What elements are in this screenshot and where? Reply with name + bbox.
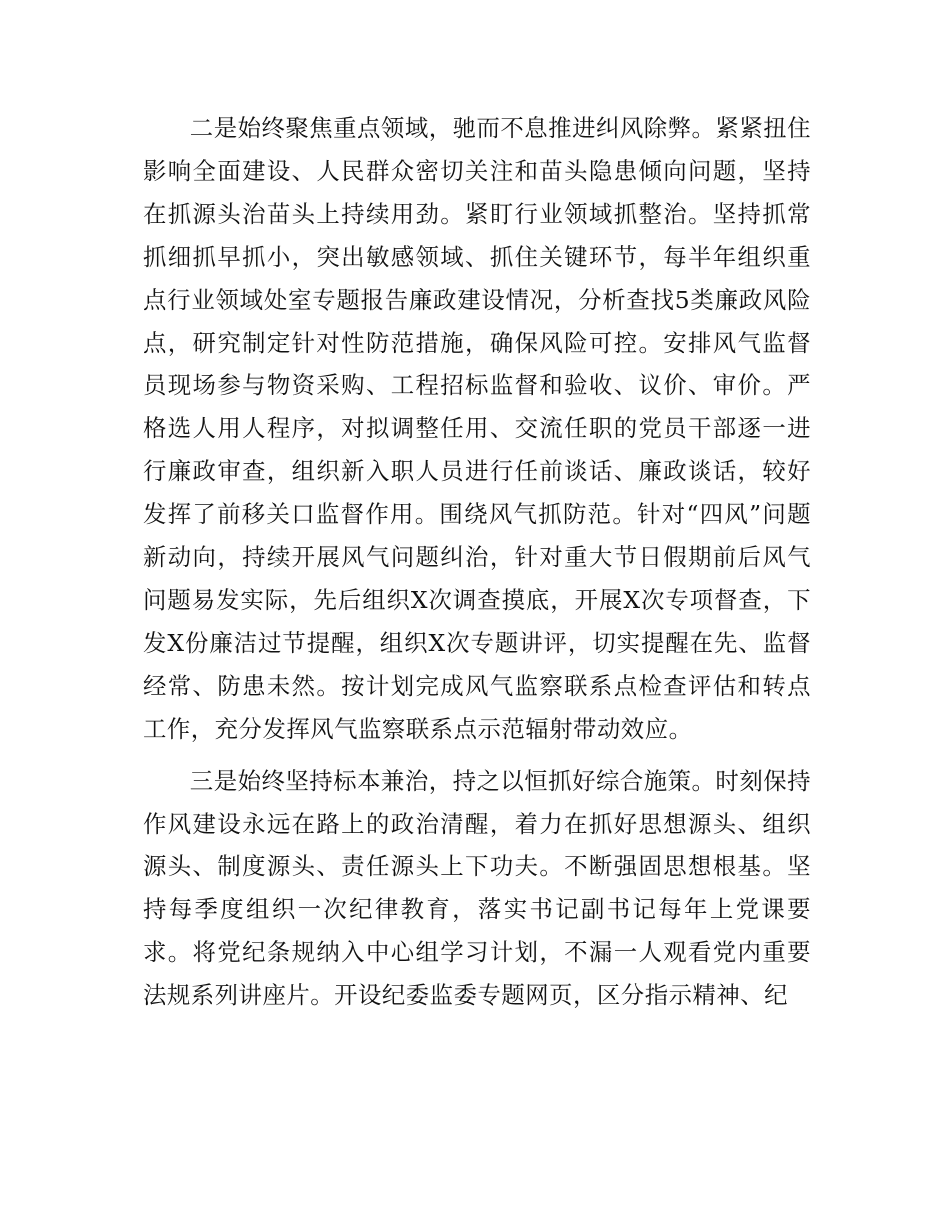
document-body — [143, 107, 811, 1017]
paragraph-focus-key-areas: 二是始终聚焦重点领域，驰而不息推进纠风除弊。紧紧扭住影响全面建设、人民群众密切关注和苗头隐患倾向问题，坚持在抓源头治苗头上持续用劲。紧盯行业领域抓整治。坚持抓常抓细抓早抓小，突出敏感领域、抓住关键环节，每半年组织重点行业领域处室专题报告廉政建设情况，分析查找5类廉政风险点，研究制定针对性防范措施，确保风险可控。安排风气监督员现场参与物资采购、工程招标监督和验收、议价、审价。严格选人用人程序，对拟调整任用、交流任职的党员干部逐一进行廉政审查，组织新入职人员进行任前谈话、廉政谈话，较好发挥了前移关口监督作用。围绕风气抓防范。针对“四风”问题新动向，持续开展风气问题纠治，针对重大节日假期前后风气问题易发实际，先后组织X次调查摸底，开展X次专项督查，下发X份廉洁过节提醒，组织X次专题讲评，切实提醒在先、监督经常、防患未然。按计划完成风气监察联系点检查评估和转点工作，充分发挥风气监察联系点示范辐射带动效应。 — [143, 114, 811, 743]
paragraph-address-root-causes: 三是始终坚持标本兼治，持之以恒抓好综合施策。时刻保持作风建设永远在路上的政治清醒，着力在抓好思想源头、组织源头、制度源头、责任源头上下功夫。不断强固思想根基。坚持每季度组织一次纪律教育，落实书记副书记每年上党课要求。将党纪条规纳入中心组学习计划，不漏一人观看党内重要法规系列讲座片。开设纪委监委专题网页，区分指示精神、纪 — [143, 766, 811, 1010]
